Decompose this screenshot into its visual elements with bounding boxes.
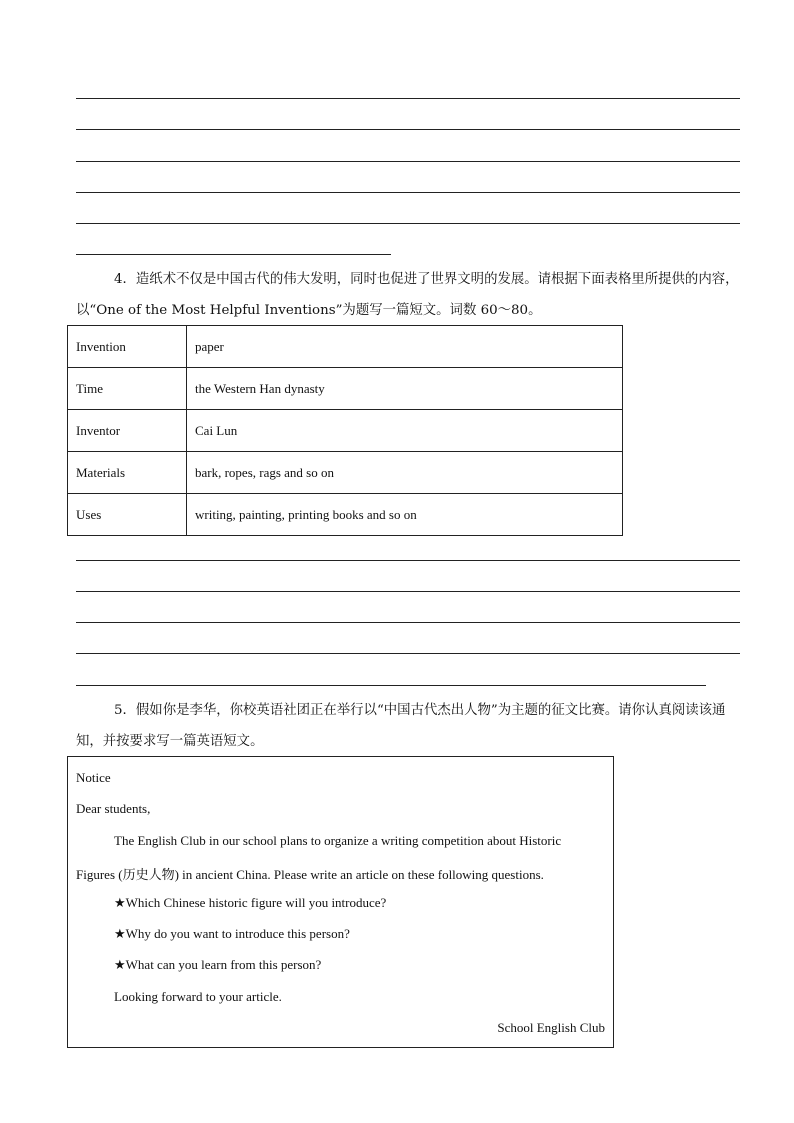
table-row <box>68 452 623 494</box>
question-5-line-2: 知，并按要求写一篇英语短文。 <box>76 734 264 749</box>
answer-line <box>76 254 391 255</box>
answer-line <box>76 653 740 654</box>
notice-question-2: ★Why do you want to introduce this person? <box>114 926 350 941</box>
table-label: Time <box>68 368 187 410</box>
table-value: the Western Han dynasty <box>187 368 623 410</box>
notice-signature: School English Club <box>497 1020 605 1035</box>
notice-body-line-2: Figures (历史人物) in ancient China. Please write an article on these following questions. <box>76 867 544 882</box>
notice-closing: Looking forward to your article. <box>114 989 282 1004</box>
notice-question-3: ★What can you learn from this person? <box>114 957 322 972</box>
answer-line <box>76 161 740 162</box>
invention-table <box>67 325 623 536</box>
question-4-line-2: 以“One of the Most Helpful Inventions”为题写一篇短文。词数 60～80。 <box>76 303 542 318</box>
notice-title: Notice <box>76 770 111 785</box>
answer-line <box>76 622 740 623</box>
answer-line <box>76 98 740 99</box>
table-label: Materials <box>68 452 187 494</box>
notice-question-1: ★Which Chinese historic figure will you introduce? <box>114 895 387 910</box>
question-5-line-1: 5．假如你是李华，你校英语社团正在举行以“中国古代杰出人物”为主题的征文比赛。请你认真阅读该通 <box>114 703 726 718</box>
answer-line <box>76 560 740 561</box>
table-value: paper <box>187 326 623 368</box>
notice-greeting: Dear students, <box>76 801 151 816</box>
answer-line <box>76 591 740 592</box>
table-label: Invention <box>68 326 187 368</box>
table-label: Inventor <box>68 410 187 452</box>
table-row <box>68 326 623 368</box>
notice-box <box>67 756 614 1048</box>
table-value: writing, painting, printing books and so on <box>187 494 623 536</box>
table-row <box>68 494 623 536</box>
answer-line <box>76 129 740 130</box>
table-value: Cai Lun <box>187 410 623 452</box>
question-4-line-1: 4．造纸术不仅是中国古代的伟大发明，同时也促进了世界文明的发展。请根据下面表格里所提供的内容， <box>114 272 739 287</box>
table-label: Uses <box>68 494 187 536</box>
answer-line <box>76 192 740 193</box>
table-row <box>68 368 623 410</box>
table-value: bark, ropes, rags and so on <box>187 452 623 494</box>
answer-line <box>76 685 706 686</box>
table-row <box>68 410 623 452</box>
answer-line <box>76 223 740 224</box>
notice-body-line-1: The English Club in our school plans to organize a writing competition about Historic <box>114 833 562 848</box>
